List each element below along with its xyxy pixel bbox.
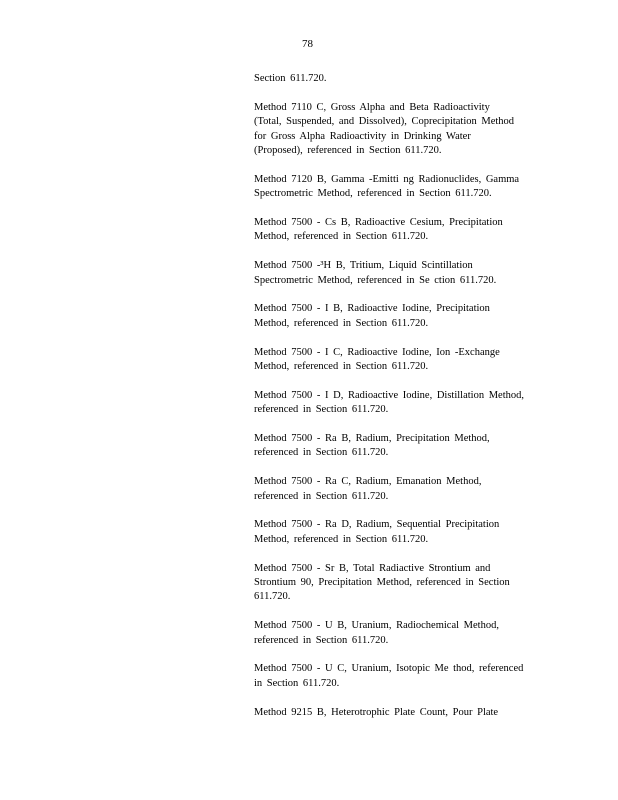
- text-line: Method, referenced in Section 611.720.: [254, 317, 429, 329]
- text-line: for Gross Alpha Radioactivity in Drinking Water: [254, 130, 471, 142]
- text-line: Method 9215 B, Heterotrophic Plate Count, Pour Plate: [254, 706, 499, 718]
- reference-paragraph: [254, 389, 538, 418]
- reference-paragraph: [254, 346, 538, 375]
- text-line: Method, referenced in Section 611.720.: [254, 361, 429, 373]
- text-line: Method 7500 - Ra D, Radium, Sequential Precipitation: [254, 519, 500, 531]
- text-line: (Total, Suspended, and Dissolved), Coprecipitation Method: [254, 116, 515, 128]
- text-line: Method 7110 C, Gross Alpha and Beta Radioactivity: [254, 101, 490, 113]
- reference-paragraph: [254, 619, 538, 648]
- reference-paragraph: [254, 302, 538, 331]
- reference-paragraph: [254, 259, 538, 288]
- text-line: referenced in Section 611.720.: [254, 404, 389, 416]
- text-line: Method 7500 - I D, Radioactive Iodine, Distillation Method,: [254, 389, 524, 401]
- text-line: Method 7500 - I C, Radioactive Iodine, Ion -Exchange: [254, 346, 500, 358]
- text-line: referenced in Section 611.720.: [254, 634, 389, 646]
- text-line: 611.720.: [254, 591, 291, 603]
- reference-paragraph: [254, 518, 538, 547]
- text-line: Strontium 90, Precipitation Method, referenced in Section: [254, 577, 510, 589]
- reference-paragraph: [254, 72, 538, 86]
- reference-paragraph: [254, 662, 538, 691]
- text-line: Method 7120 B, Gamma -Emitti ng Radionuclides, Gamma: [254, 173, 520, 185]
- document-body: [254, 72, 538, 734]
- reference-paragraph: [254, 173, 538, 202]
- text-line: Method 7500 - Ra B, Radium, Precipitation Method,: [254, 433, 490, 445]
- reference-paragraph: [254, 216, 538, 245]
- text-line: Spectrometric Method, referenced in Se ction 611.720.: [254, 274, 497, 286]
- reference-paragraph: [254, 475, 538, 504]
- text-line: Spectrometric Method, referenced in Section 611.720.: [254, 188, 492, 200]
- text-line: Method, referenced in Section 611.720.: [254, 533, 429, 545]
- text-line: Method 7500 - U C, Uranium, Isotopic Me thod, referenced: [254, 663, 524, 675]
- reference-paragraph: [254, 101, 538, 159]
- text-line: Section 611.720.: [254, 73, 327, 84]
- page-number: 78: [302, 38, 313, 50]
- text-line: Method 7500 - Cs B, Radioactive Cesium, Precipitation: [254, 217, 503, 229]
- reference-paragraph: [254, 432, 538, 461]
- text-line: referenced in Section 611.720.: [254, 447, 389, 459]
- text-line: Method 7500 - Sr B, Total Radiactive Strontium and: [254, 562, 491, 574]
- text-line: referenced in Section 611.720.: [254, 490, 389, 502]
- text-line: in Section 611.720.: [254, 677, 340, 689]
- text-line: Method 7500 - I B, Radioactive Iodine, Precipitation: [254, 303, 490, 315]
- text-line: Method 7500 - Ra C, Radium, Emanation Method,: [254, 476, 482, 488]
- text-line: (Proposed), referenced in Section 611.720.: [254, 145, 442, 157]
- text-line: Method, referenced in Section 611.720.: [254, 231, 429, 243]
- reference-paragraph: [254, 562, 538, 605]
- text-line: Method 7500 -³H B, Tritium, Liquid Scintillation: [254, 260, 473, 272]
- reference-paragraph: [254, 706, 538, 720]
- text-line: Method 7500 - U B, Uranium, Radiochemical Method,: [254, 620, 499, 632]
